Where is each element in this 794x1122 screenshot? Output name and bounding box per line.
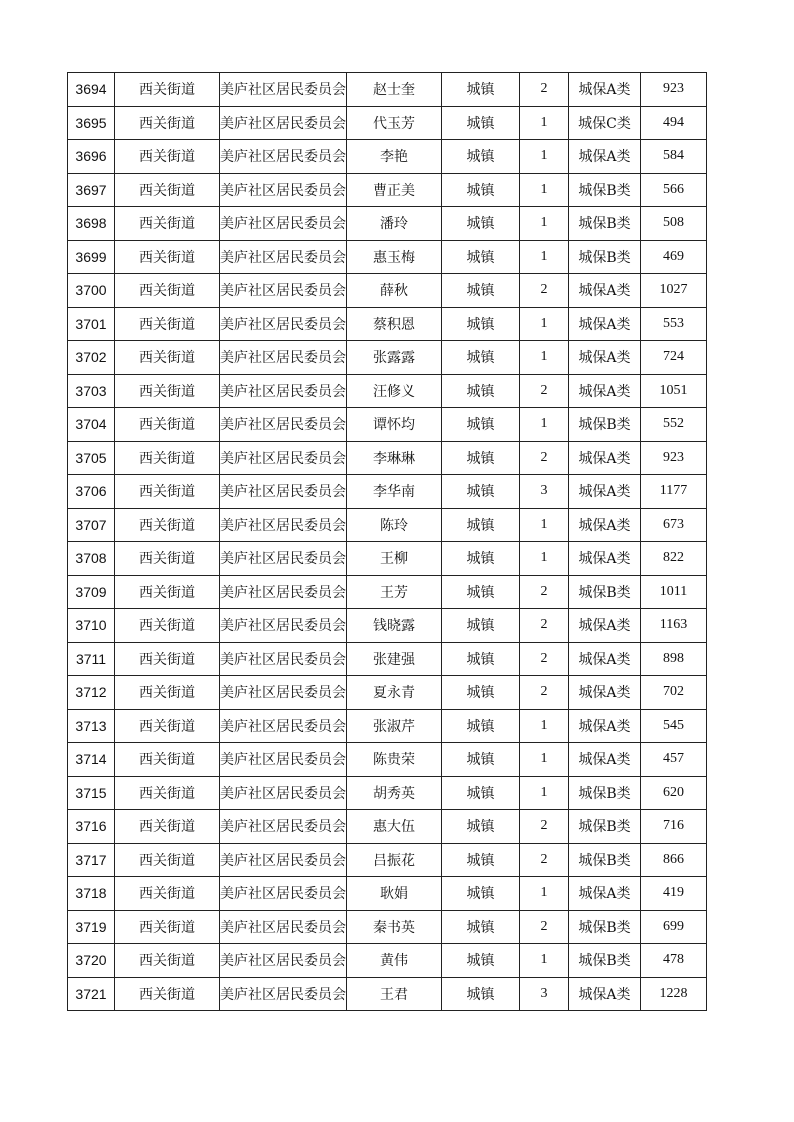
cell-name: 耿娟 bbox=[347, 877, 442, 911]
cell-type: 城保A类 bbox=[569, 508, 641, 542]
cell-id: 3715 bbox=[68, 776, 115, 810]
cell-area: 城镇 bbox=[442, 944, 520, 978]
cell-name: 吕振花 bbox=[347, 843, 442, 877]
table-row bbox=[68, 810, 707, 844]
cell-area: 城镇 bbox=[442, 106, 520, 140]
cell-name: 钱晓露 bbox=[347, 609, 442, 643]
table-row bbox=[68, 843, 707, 877]
cell-street: 西关街道 bbox=[115, 843, 220, 877]
cell-area: 城镇 bbox=[442, 173, 520, 207]
cell-count: 1 bbox=[520, 207, 569, 241]
cell-area: 城镇 bbox=[442, 508, 520, 542]
cell-type: 城保B类 bbox=[569, 240, 641, 274]
cell-type: 城保B类 bbox=[569, 843, 641, 877]
cell-area: 城镇 bbox=[442, 910, 520, 944]
cell-amount: 620 bbox=[641, 776, 707, 810]
cell-amount: 1027 bbox=[641, 274, 707, 308]
cell-committee: 美庐社区居民委员会 bbox=[220, 642, 347, 676]
cell-count: 1 bbox=[520, 944, 569, 978]
cell-area: 城镇 bbox=[442, 441, 520, 475]
table-row bbox=[68, 207, 707, 241]
cell-id: 3721 bbox=[68, 977, 115, 1011]
cell-count: 1 bbox=[520, 240, 569, 274]
cell-id: 3700 bbox=[68, 274, 115, 308]
cell-amount: 508 bbox=[641, 207, 707, 241]
cell-count: 1 bbox=[520, 140, 569, 174]
cell-committee: 美庐社区居民委员会 bbox=[220, 408, 347, 442]
cell-id: 3701 bbox=[68, 307, 115, 341]
cell-amount: 898 bbox=[641, 642, 707, 676]
cell-area: 城镇 bbox=[442, 240, 520, 274]
cell-count: 2 bbox=[520, 441, 569, 475]
cell-id: 3710 bbox=[68, 609, 115, 643]
cell-area: 城镇 bbox=[442, 709, 520, 743]
cell-area: 城镇 bbox=[442, 977, 520, 1011]
cell-amount: 566 bbox=[641, 173, 707, 207]
cell-type: 城保A类 bbox=[569, 341, 641, 375]
table-row bbox=[68, 676, 707, 710]
table-row bbox=[68, 475, 707, 509]
cell-committee: 美庐社区居民委员会 bbox=[220, 877, 347, 911]
table-row bbox=[68, 140, 707, 174]
cell-committee: 美庐社区居民委员会 bbox=[220, 374, 347, 408]
cell-street: 西关街道 bbox=[115, 877, 220, 911]
table-row bbox=[68, 173, 707, 207]
cell-id: 3703 bbox=[68, 374, 115, 408]
cell-street: 西关街道 bbox=[115, 642, 220, 676]
cell-amount: 1051 bbox=[641, 374, 707, 408]
cell-name: 李艳 bbox=[347, 140, 442, 174]
cell-id: 3696 bbox=[68, 140, 115, 174]
cell-area: 城镇 bbox=[442, 642, 520, 676]
cell-amount: 866 bbox=[641, 843, 707, 877]
cell-street: 西关街道 bbox=[115, 810, 220, 844]
cell-id: 3714 bbox=[68, 743, 115, 777]
cell-street: 西关街道 bbox=[115, 475, 220, 509]
cell-committee: 美庐社区居民委员会 bbox=[220, 207, 347, 241]
cell-street: 西关街道 bbox=[115, 776, 220, 810]
cell-area: 城镇 bbox=[442, 843, 520, 877]
cell-amount: 553 bbox=[641, 307, 707, 341]
cell-amount: 923 bbox=[641, 73, 707, 107]
cell-area: 城镇 bbox=[442, 307, 520, 341]
table-row bbox=[68, 609, 707, 643]
cell-count: 1 bbox=[520, 542, 569, 576]
cell-street: 西关街道 bbox=[115, 542, 220, 576]
cell-type: 城保A类 bbox=[569, 877, 641, 911]
cell-count: 3 bbox=[520, 977, 569, 1011]
cell-count: 1 bbox=[520, 776, 569, 810]
cell-id: 3720 bbox=[68, 944, 115, 978]
cell-type: 城保A类 bbox=[569, 642, 641, 676]
cell-area: 城镇 bbox=[442, 374, 520, 408]
cell-street: 西关街道 bbox=[115, 743, 220, 777]
cell-type: 城保B类 bbox=[569, 207, 641, 241]
cell-count: 2 bbox=[520, 843, 569, 877]
cell-name: 黄伟 bbox=[347, 944, 442, 978]
cell-name: 张淑芹 bbox=[347, 709, 442, 743]
cell-committee: 美庐社区居民委员会 bbox=[220, 240, 347, 274]
cell-area: 城镇 bbox=[442, 274, 520, 308]
cell-type: 城保A类 bbox=[569, 609, 641, 643]
cell-area: 城镇 bbox=[442, 341, 520, 375]
cell-committee: 美庐社区居民委员会 bbox=[220, 307, 347, 341]
cell-street: 西关街道 bbox=[115, 977, 220, 1011]
cell-count: 2 bbox=[520, 274, 569, 308]
cell-area: 城镇 bbox=[442, 810, 520, 844]
cell-name: 曹正美 bbox=[347, 173, 442, 207]
cell-street: 西关街道 bbox=[115, 944, 220, 978]
records-table-body bbox=[68, 73, 707, 1011]
cell-area: 城镇 bbox=[442, 743, 520, 777]
cell-name: 李琳琳 bbox=[347, 441, 442, 475]
cell-count: 1 bbox=[520, 106, 569, 140]
cell-count: 2 bbox=[520, 642, 569, 676]
cell-street: 西关街道 bbox=[115, 575, 220, 609]
table-row bbox=[68, 776, 707, 810]
cell-name: 汪修义 bbox=[347, 374, 442, 408]
cell-count: 1 bbox=[520, 173, 569, 207]
cell-committee: 美庐社区居民委员会 bbox=[220, 140, 347, 174]
cell-count: 2 bbox=[520, 609, 569, 643]
cell-type: 城保A类 bbox=[569, 374, 641, 408]
cell-amount: 673 bbox=[641, 508, 707, 542]
cell-committee: 美庐社区居民委员会 bbox=[220, 810, 347, 844]
cell-committee: 美庐社区居民委员会 bbox=[220, 173, 347, 207]
table-row bbox=[68, 709, 707, 743]
table-row bbox=[68, 642, 707, 676]
cell-type: 城保B类 bbox=[569, 944, 641, 978]
table-row bbox=[68, 374, 707, 408]
cell-type: 城保C类 bbox=[569, 106, 641, 140]
cell-committee: 美庐社区居民委员会 bbox=[220, 441, 347, 475]
cell-area: 城镇 bbox=[442, 475, 520, 509]
table-row bbox=[68, 73, 707, 107]
cell-count: 2 bbox=[520, 676, 569, 710]
cell-type: 城保A类 bbox=[569, 140, 641, 174]
cell-committee: 美庐社区居民委员会 bbox=[220, 743, 347, 777]
cell-id: 3707 bbox=[68, 508, 115, 542]
cell-count: 1 bbox=[520, 743, 569, 777]
cell-id: 3706 bbox=[68, 475, 115, 509]
cell-name: 惠大伍 bbox=[347, 810, 442, 844]
cell-committee: 美庐社区居民委员会 bbox=[220, 843, 347, 877]
cell-amount: 457 bbox=[641, 743, 707, 777]
table-row bbox=[68, 743, 707, 777]
cell-name: 胡秀英 bbox=[347, 776, 442, 810]
cell-count: 2 bbox=[520, 575, 569, 609]
cell-id: 3712 bbox=[68, 676, 115, 710]
cell-name: 赵士奎 bbox=[347, 73, 442, 107]
table-row bbox=[68, 977, 707, 1011]
cell-area: 城镇 bbox=[442, 676, 520, 710]
cell-street: 西关街道 bbox=[115, 441, 220, 475]
cell-name: 王君 bbox=[347, 977, 442, 1011]
cell-area: 城镇 bbox=[442, 408, 520, 442]
table-row bbox=[68, 341, 707, 375]
cell-street: 西关街道 bbox=[115, 173, 220, 207]
cell-count: 2 bbox=[520, 374, 569, 408]
cell-street: 西关街道 bbox=[115, 508, 220, 542]
cell-committee: 美庐社区居民委员会 bbox=[220, 977, 347, 1011]
cell-committee: 美庐社区居民委员会 bbox=[220, 776, 347, 810]
cell-amount: 419 bbox=[641, 877, 707, 911]
cell-name: 蔡积恩 bbox=[347, 307, 442, 341]
cell-type: 城保A类 bbox=[569, 307, 641, 341]
cell-committee: 美庐社区居民委员会 bbox=[220, 709, 347, 743]
cell-street: 西关街道 bbox=[115, 341, 220, 375]
cell-street: 西关街道 bbox=[115, 106, 220, 140]
cell-street: 西关街道 bbox=[115, 676, 220, 710]
table-row bbox=[68, 307, 707, 341]
cell-id: 3698 bbox=[68, 207, 115, 241]
cell-name: 张露露 bbox=[347, 341, 442, 375]
cell-id: 3705 bbox=[68, 441, 115, 475]
table-row bbox=[68, 441, 707, 475]
cell-type: 城保B类 bbox=[569, 810, 641, 844]
cell-type: 城保A类 bbox=[569, 709, 641, 743]
cell-street: 西关街道 bbox=[115, 307, 220, 341]
cell-type: 城保A类 bbox=[569, 274, 641, 308]
cell-area: 城镇 bbox=[442, 73, 520, 107]
table-row bbox=[68, 274, 707, 308]
cell-area: 城镇 bbox=[442, 776, 520, 810]
cell-street: 西关街道 bbox=[115, 207, 220, 241]
cell-committee: 美庐社区居民委员会 bbox=[220, 676, 347, 710]
cell-id: 3694 bbox=[68, 73, 115, 107]
table-row bbox=[68, 240, 707, 274]
cell-committee: 美庐社区居民委员会 bbox=[220, 575, 347, 609]
cell-committee: 美庐社区居民委员会 bbox=[220, 341, 347, 375]
table-row bbox=[68, 542, 707, 576]
cell-amount: 584 bbox=[641, 140, 707, 174]
cell-id: 3719 bbox=[68, 910, 115, 944]
cell-type: 城保B类 bbox=[569, 575, 641, 609]
cell-type: 城保A类 bbox=[569, 475, 641, 509]
cell-name: 薛秋 bbox=[347, 274, 442, 308]
cell-id: 3697 bbox=[68, 173, 115, 207]
cell-type: 城保A类 bbox=[569, 676, 641, 710]
table-row bbox=[68, 408, 707, 442]
cell-count: 1 bbox=[520, 341, 569, 375]
cell-count: 3 bbox=[520, 475, 569, 509]
cell-name: 陈玲 bbox=[347, 508, 442, 542]
cell-street: 西关街道 bbox=[115, 609, 220, 643]
cell-name: 夏永青 bbox=[347, 676, 442, 710]
cell-type: 城保B类 bbox=[569, 910, 641, 944]
cell-street: 西关街道 bbox=[115, 73, 220, 107]
cell-committee: 美庐社区居民委员会 bbox=[220, 274, 347, 308]
cell-name: 陈贵荣 bbox=[347, 743, 442, 777]
table-row bbox=[68, 877, 707, 911]
cell-street: 西关街道 bbox=[115, 140, 220, 174]
cell-name: 李华南 bbox=[347, 475, 442, 509]
cell-committee: 美庐社区居民委员会 bbox=[220, 609, 347, 643]
cell-amount: 1177 bbox=[641, 475, 707, 509]
cell-id: 3695 bbox=[68, 106, 115, 140]
cell-name: 秦书英 bbox=[347, 910, 442, 944]
table-row bbox=[68, 910, 707, 944]
cell-amount: 1163 bbox=[641, 609, 707, 643]
cell-amount: 702 bbox=[641, 676, 707, 710]
cell-count: 1 bbox=[520, 709, 569, 743]
cell-name: 惠玉梅 bbox=[347, 240, 442, 274]
cell-id: 3716 bbox=[68, 810, 115, 844]
cell-street: 西关街道 bbox=[115, 709, 220, 743]
cell-type: 城保A类 bbox=[569, 542, 641, 576]
cell-id: 3702 bbox=[68, 341, 115, 375]
cell-id: 3704 bbox=[68, 408, 115, 442]
cell-type: 城保A类 bbox=[569, 977, 641, 1011]
cell-count: 1 bbox=[520, 307, 569, 341]
cell-amount: 716 bbox=[641, 810, 707, 844]
cell-committee: 美庐社区居民委员会 bbox=[220, 910, 347, 944]
cell-type: 城保B类 bbox=[569, 173, 641, 207]
cell-amount: 724 bbox=[641, 341, 707, 375]
cell-area: 城镇 bbox=[442, 542, 520, 576]
cell-amount: 552 bbox=[641, 408, 707, 442]
cell-type: 城保A类 bbox=[569, 73, 641, 107]
cell-amount: 1228 bbox=[641, 977, 707, 1011]
cell-committee: 美庐社区居民委员会 bbox=[220, 944, 347, 978]
cell-area: 城镇 bbox=[442, 609, 520, 643]
cell-type: 城保B类 bbox=[569, 408, 641, 442]
cell-committee: 美庐社区居民委员会 bbox=[220, 73, 347, 107]
cell-street: 西关街道 bbox=[115, 910, 220, 944]
cell-name: 王柳 bbox=[347, 542, 442, 576]
cell-type: 城保A类 bbox=[569, 441, 641, 475]
cell-amount: 545 bbox=[641, 709, 707, 743]
cell-amount: 1011 bbox=[641, 575, 707, 609]
cell-amount: 478 bbox=[641, 944, 707, 978]
cell-count: 2 bbox=[520, 810, 569, 844]
cell-id: 3711 bbox=[68, 642, 115, 676]
table-row bbox=[68, 575, 707, 609]
cell-type: 城保A类 bbox=[569, 743, 641, 777]
cell-count: 1 bbox=[520, 508, 569, 542]
cell-id: 3699 bbox=[68, 240, 115, 274]
cell-id: 3709 bbox=[68, 575, 115, 609]
records-table bbox=[67, 72, 707, 1011]
cell-count: 2 bbox=[520, 73, 569, 107]
cell-id: 3717 bbox=[68, 843, 115, 877]
cell-street: 西关街道 bbox=[115, 240, 220, 274]
cell-id: 3713 bbox=[68, 709, 115, 743]
cell-area: 城镇 bbox=[442, 575, 520, 609]
cell-committee: 美庐社区居民委员会 bbox=[220, 542, 347, 576]
cell-amount: 494 bbox=[641, 106, 707, 140]
cell-id: 3708 bbox=[68, 542, 115, 576]
cell-street: 西关街道 bbox=[115, 274, 220, 308]
cell-area: 城镇 bbox=[442, 877, 520, 911]
cell-committee: 美庐社区居民委员会 bbox=[220, 106, 347, 140]
cell-name: 王芳 bbox=[347, 575, 442, 609]
cell-committee: 美庐社区居民委员会 bbox=[220, 508, 347, 542]
cell-committee: 美庐社区居民委员会 bbox=[220, 475, 347, 509]
cell-amount: 699 bbox=[641, 910, 707, 944]
cell-amount: 469 bbox=[641, 240, 707, 274]
cell-name: 张建强 bbox=[347, 642, 442, 676]
cell-type: 城保B类 bbox=[569, 776, 641, 810]
cell-name: 谭怀均 bbox=[347, 408, 442, 442]
cell-amount: 923 bbox=[641, 441, 707, 475]
table-row bbox=[68, 944, 707, 978]
cell-street: 西关街道 bbox=[115, 408, 220, 442]
cell-count: 1 bbox=[520, 408, 569, 442]
cell-name: 代玉芳 bbox=[347, 106, 442, 140]
table-row bbox=[68, 508, 707, 542]
cell-area: 城镇 bbox=[442, 207, 520, 241]
cell-name: 潘玲 bbox=[347, 207, 442, 241]
cell-amount: 822 bbox=[641, 542, 707, 576]
cell-count: 2 bbox=[520, 910, 569, 944]
cell-street: 西关街道 bbox=[115, 374, 220, 408]
cell-area: 城镇 bbox=[442, 140, 520, 174]
cell-count: 1 bbox=[520, 877, 569, 911]
table-row bbox=[68, 106, 707, 140]
cell-id: 3718 bbox=[68, 877, 115, 911]
